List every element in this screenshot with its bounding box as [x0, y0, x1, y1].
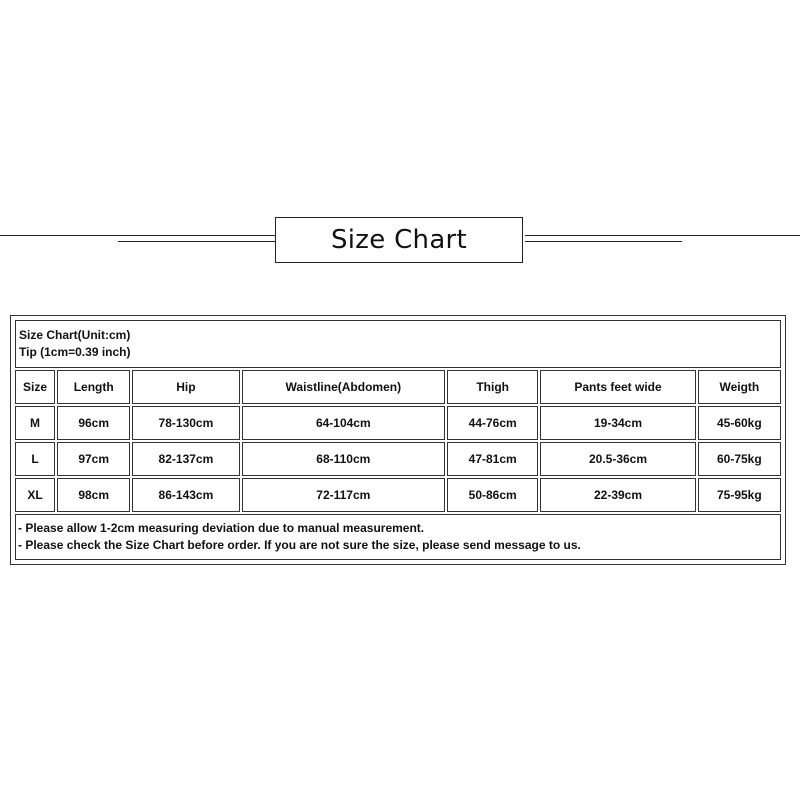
table-cell: 19-34cm [540, 406, 695, 440]
table-cell: 20.5-36cm [540, 442, 695, 476]
title-banner [0, 210, 800, 270]
column-header: Size [15, 370, 55, 404]
table-row [15, 406, 781, 440]
column-header: Waistline(Abdomen) [242, 370, 446, 404]
table-cell: 45-60kg [698, 406, 781, 440]
header-row [15, 370, 781, 404]
note-line: - Please check the Size Chart before order. If you are not sure the size, please send message to us. [18, 538, 581, 552]
table-row [15, 442, 781, 476]
unit-line: Size Chart(Unit:cm) [19, 328, 131, 342]
column-header: Pants feet wide [540, 370, 695, 404]
column-header: Weigth [698, 370, 781, 404]
notes-cell [15, 514, 781, 560]
table-cell: 60-75kg [698, 442, 781, 476]
table-cell: 82-137cm [132, 442, 239, 476]
notes-row [15, 514, 781, 560]
size-chart [10, 315, 786, 565]
table-cell: 86-143cm [132, 478, 239, 512]
table-cell: XL [15, 478, 55, 512]
title-rule-left-inner [118, 241, 275, 242]
page-title: Size Chart [330, 225, 468, 255]
tip-line: Tip (1cm=0.39 inch) [19, 345, 131, 359]
column-header: Length [57, 370, 130, 404]
note-line: - Please allow 1-2cm measuring deviation due to manual measurement. [18, 521, 425, 535]
table-cell: 78-130cm [132, 406, 239, 440]
size-table [13, 318, 783, 562]
table-cell: 44-76cm [447, 406, 538, 440]
table-cell: M [15, 406, 55, 440]
table-cell: 50-86cm [447, 478, 538, 512]
table-cell: 22-39cm [540, 478, 695, 512]
table-cell: 96cm [57, 406, 130, 440]
title-rule-right [525, 235, 800, 236]
table-cell: 72-117cm [242, 478, 446, 512]
table-row [15, 478, 781, 512]
column-header: Thigh [447, 370, 538, 404]
table-cell: L [15, 442, 55, 476]
column-header: Hip [132, 370, 239, 404]
table-cell: 97cm [57, 442, 130, 476]
title-box [275, 217, 523, 263]
info-cell [15, 320, 781, 368]
table-cell: 47-81cm [447, 442, 538, 476]
info-row [15, 320, 781, 368]
table-cell: 64-104cm [242, 406, 446, 440]
title-rule-left [0, 235, 275, 236]
table-cell: 68-110cm [242, 442, 446, 476]
title-rule-right-inner [525, 241, 682, 242]
table-cell: 98cm [57, 478, 130, 512]
table-cell: 75-95kg [698, 478, 781, 512]
